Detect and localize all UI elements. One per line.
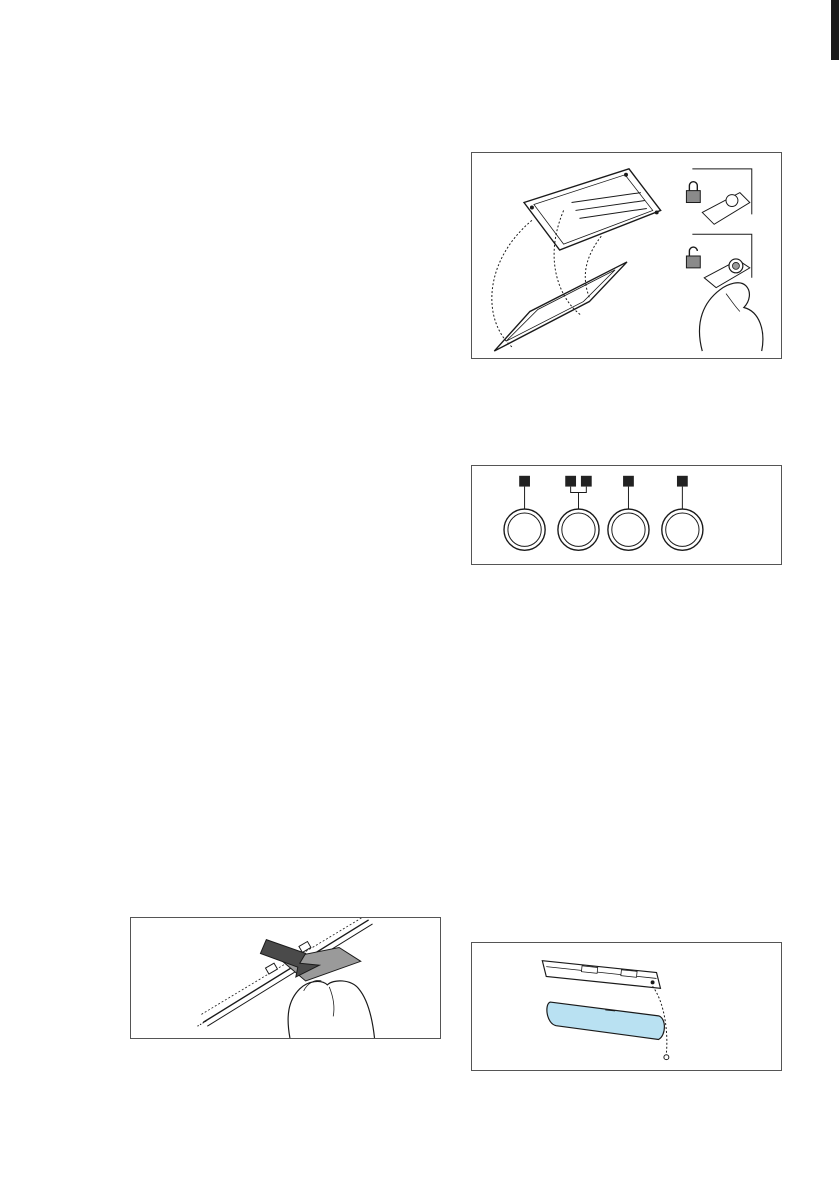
knob-1 <box>504 509 545 550</box>
callout-marker-3 <box>581 476 592 487</box>
lock-closed-icon <box>686 191 700 203</box>
page-edge-marker <box>831 0 839 60</box>
lamp-cover-illustration <box>472 943 781 1070</box>
filter-slide-illustration <box>131 918 440 1038</box>
callout-marker-5 <box>677 476 688 487</box>
filter-slide-figure <box>130 917 441 1039</box>
knob-2 <box>558 509 599 550</box>
callout-marker-2 <box>565 476 576 487</box>
filter-removal-illustration <box>472 153 781 358</box>
lamp-cover-part <box>547 1002 665 1039</box>
lock-open-icon <box>686 256 700 268</box>
lamp-cover-figure <box>471 942 782 1071</box>
knob-3 <box>608 509 649 550</box>
callout-marker-1 <box>519 476 530 487</box>
callout-marker-4 <box>623 476 634 487</box>
control-knobs-figure <box>471 465 782 565</box>
control-knobs-illustration <box>472 466 781 564</box>
filter-removal-figure <box>471 152 782 359</box>
knob-4 <box>662 509 703 550</box>
